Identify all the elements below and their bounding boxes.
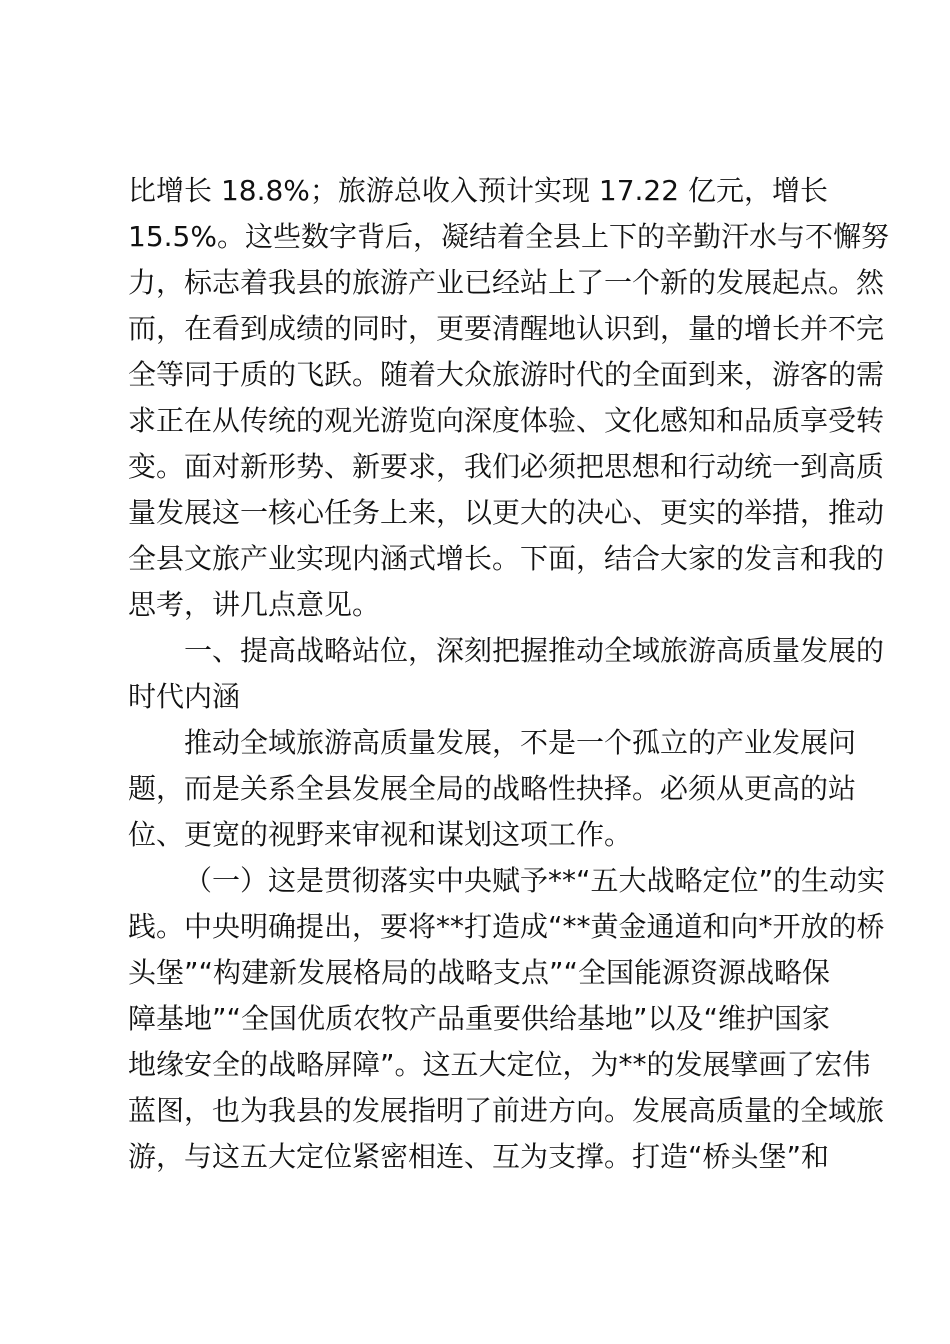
section-heading: 时代内涵 [128,680,241,713]
text-line: 题，而是关系全县发展全局的战略性抉择。必须从更高的站 [128,772,857,805]
text-line: 15.5%。这些数字背后，凝结着全县上下的辛勤汗水与不懈努 [128,220,889,253]
text-line: 推动全域旅游高质量发展，不是一个孤立的产业发展问 [184,726,857,759]
text-line: 量发展这一核心任务上来，以更大的决心、更实的举措，推动 [128,496,885,529]
text-line: 比增长 18.8%；旅游总收入预计实现 17.22 亿元，增长 [128,174,828,207]
text-line: 思考，讲几点意见。 [128,588,381,621]
text-line: 求正在从传统的观光游览向深度体验、文化感知和品质享受转 [128,404,885,437]
text-line: 障基地”“全国优质农牧产品重要供给基地”以及“维护国家 [128,1002,831,1035]
text-line: 变。面对新形势、新要求，我们必须把思想和行动统一到高质 [128,450,885,483]
text-line: 力，标志着我县的旅游产业已经站上了一个新的发展起点。然 [128,266,885,299]
text-line: 全县文旅产业实现内涵式增长。下面，结合大家的发言和我的 [128,542,885,575]
text-line: 全等同于质的飞跃。随着大众旅游时代的全面到来，游客的需 [128,358,885,391]
text-line: 位、更宽的视野来审视和谋划这项工作。 [128,818,633,851]
text-line: 而，在看到成绩的同时，更要清醒地认识到，量的增长并不完 [128,312,885,345]
text-line: 游，与这五大定位紧密相连、互为支撑。打造“桥头堡”和 [128,1140,830,1173]
text-line: （一）这是贯彻落实中央赋予**“五大战略定位”的生动实 [184,864,886,897]
text-line: 头堡”“构建新发展格局的战略支点”“全国能源资源战略保 [128,956,831,989]
text-line: 蓝图，也为我县的发展指明了前进方向。发展高质量的全域旅 [128,1094,885,1127]
text-line: 地缘安全的战略屏障”。这五大定位，为**的发展擘画了宏伟 [128,1048,871,1081]
section-heading: 一、提高战略站位，深刻把握推动全域旅游高质量发展的 [184,634,885,667]
text-line: 践。中央明确提出，要将**打造成“**黄金通道和向*开放的桥 [128,910,885,943]
